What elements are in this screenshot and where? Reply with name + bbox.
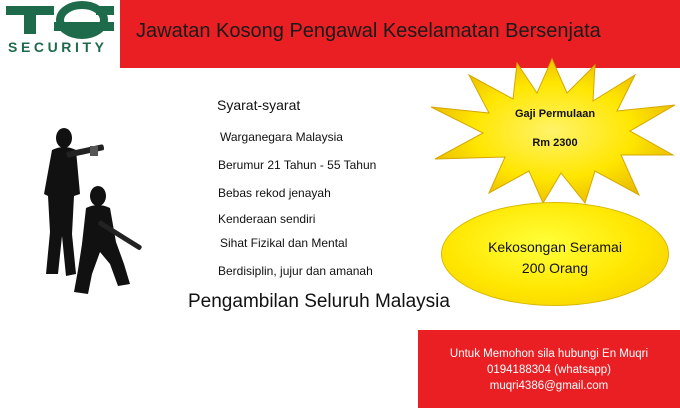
contact-phone: 0194188304 (whatsapp): [486, 364, 612, 376]
recruitment-statement: Pengambilan Seluruh Malaysia: [188, 291, 450, 312]
contact-email: muqri4386@gmail.com: [489, 380, 609, 392]
requirement-item: Berumur 21 Tahun - 55 Tahun: [218, 158, 377, 172]
armed-guards-illustration: [26, 124, 176, 304]
salary-starburst: [425, 55, 680, 205]
requirement-item: Sihat Fizikal dan Mental: [220, 236, 348, 250]
requirement-item: Warganegara Malaysia: [220, 130, 343, 144]
company-logo: [0, 0, 120, 68]
requirements-heading: Syarat-syarat: [217, 97, 301, 113]
requirement-item: Kenderaan sendiri: [218, 212, 316, 226]
vacancy-line-2: 200 Orang: [521, 260, 589, 276]
page-title: Jawatan Kosong Pengawal Keselamatan Bersenjata: [136, 20, 601, 42]
vacancy-text: [441, 237, 669, 279]
vacancy-line-1: Kekosongan Seramai: [488, 239, 622, 255]
salary-label: Gaji Permulaan: [514, 108, 596, 120]
logo-graphic: [0, 0, 120, 68]
contact-instruction: Untuk Memohon sila hubungi En Muqri: [449, 348, 649, 360]
requirement-item: Bebas rekod jenayah: [218, 186, 331, 200]
logo-wordmark: SECURITY: [8, 39, 108, 55]
salary-amount: Rm 2300: [532, 137, 578, 149]
requirement-item: Berdisiplin, jujur dan amanah: [218, 264, 373, 278]
